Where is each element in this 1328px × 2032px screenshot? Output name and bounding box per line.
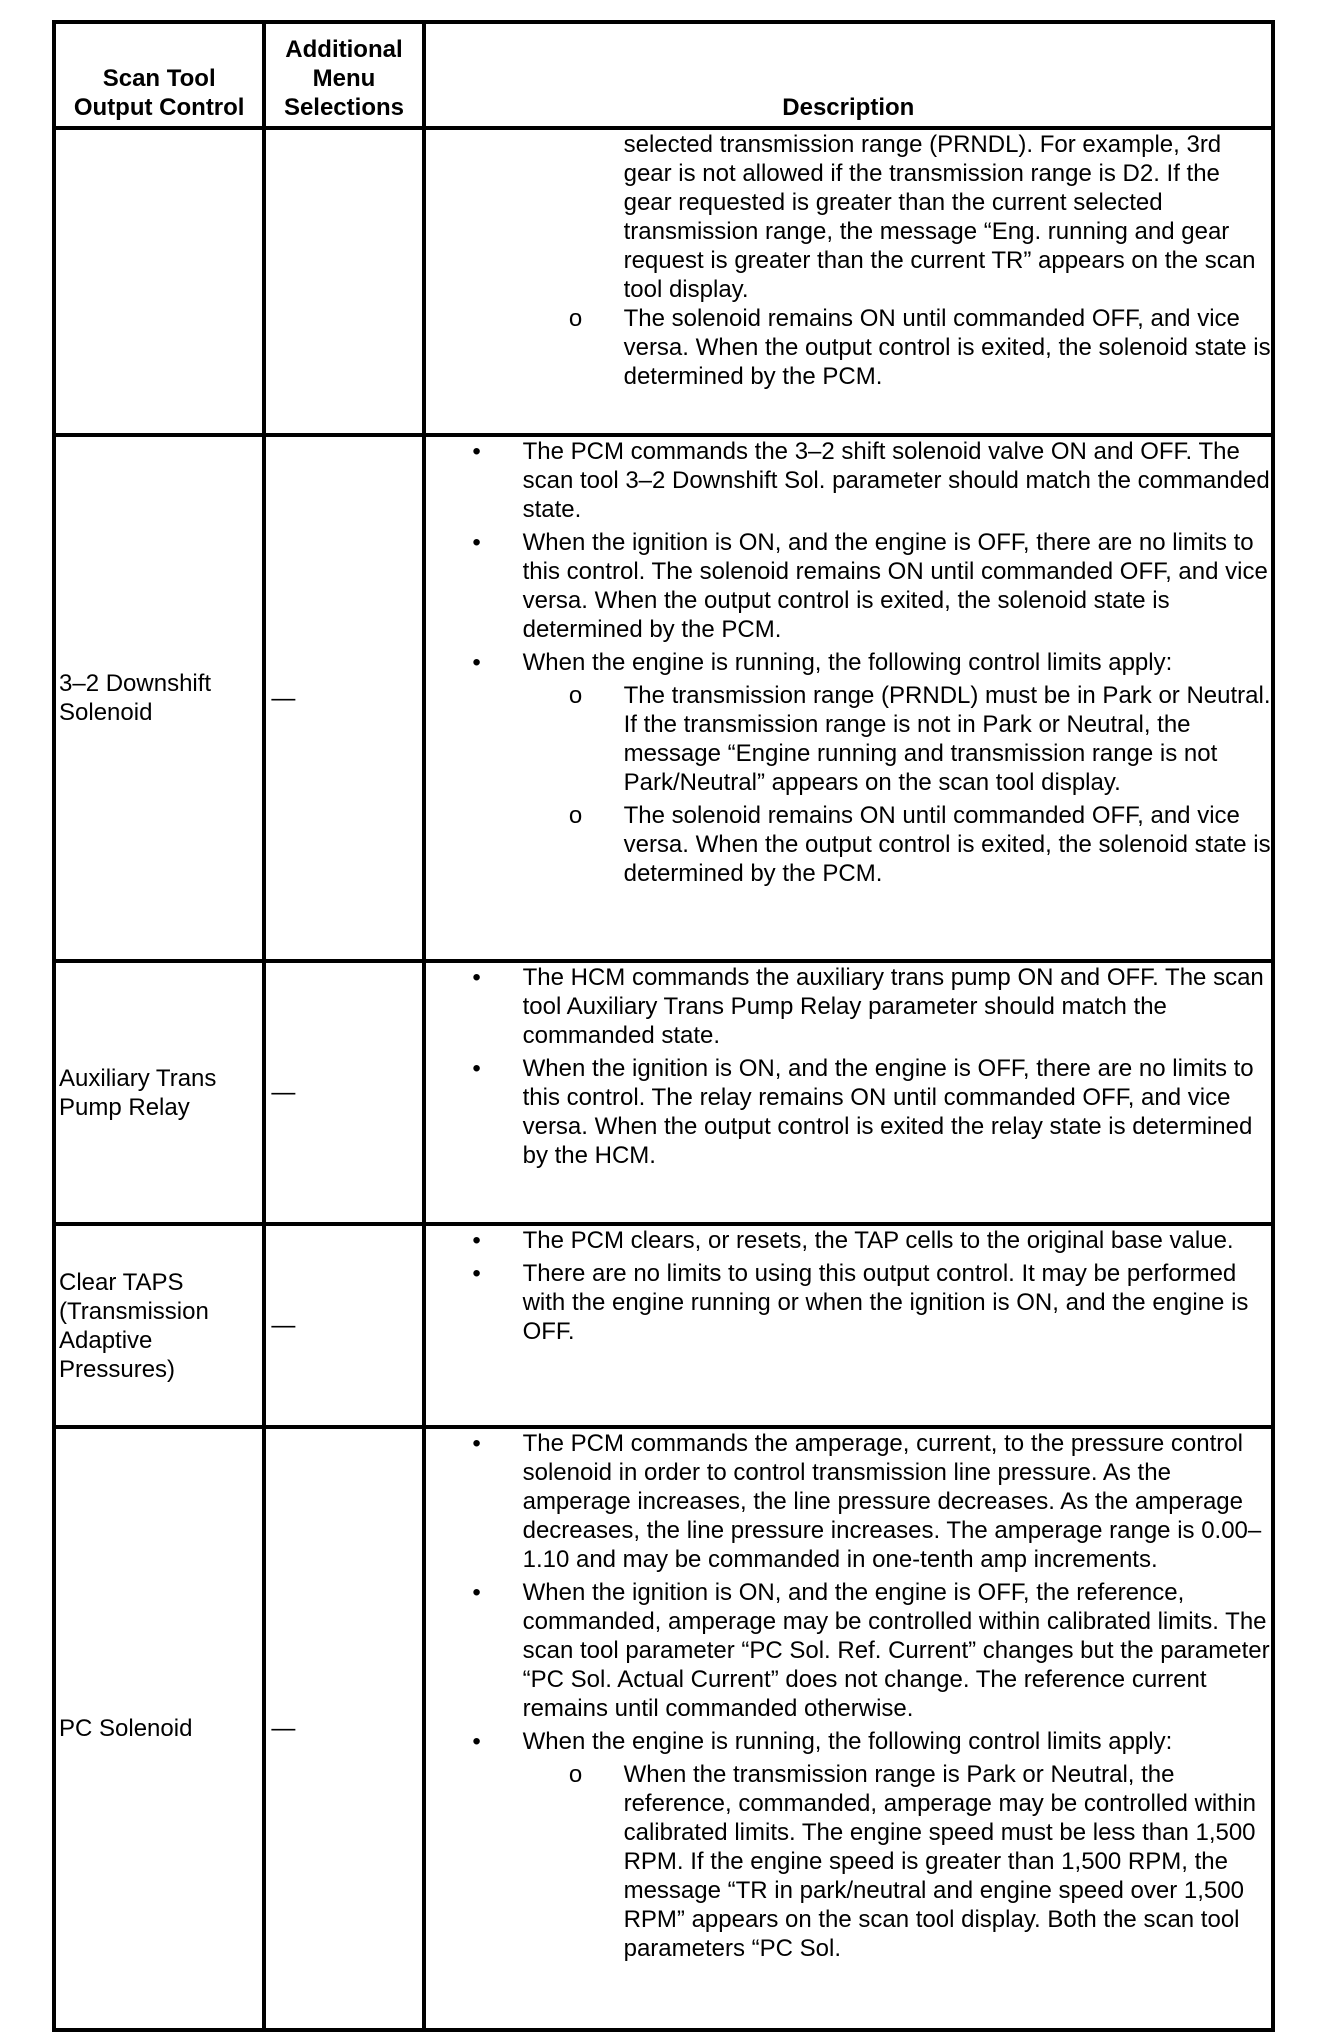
item-text: The HCM commands the auxiliary trans pump ON and OFF. The scan tool Auxiliary Trans Pump Relay parameter should match the commanded state. xyxy=(522,964,1264,1049)
item-text: When the engine is running, the following control limits apply: xyxy=(522,649,1173,676)
control-cell xyxy=(54,128,264,435)
sub-bullet-icon: o xyxy=(568,1761,583,1788)
sub-bullet-icon: o xyxy=(568,682,583,709)
table-row xyxy=(54,1427,1273,2030)
list-item xyxy=(426,437,1271,524)
header-menu-line-1: Additional xyxy=(285,36,403,63)
item-text: The PCM clears, or resets, the TAP cells to the original base value. xyxy=(522,1227,1234,1254)
header-control xyxy=(54,22,264,128)
item-text: The PCM commands the amperage, current, to the pressure control solenoid in order to control transmission line pressure. As the amperage increases, the line pressure decreases. As the amperage decreases, the line pressure increases. The amperage range is 0.00–1.10 and may be commanded in one-tenth amp increments. xyxy=(522,1430,1262,1573)
header-control-line-2: Output Control xyxy=(73,94,245,121)
item-text: When the ignition is ON, and the engine is OFF, the reference, commanded, amperage may be controlled within calibrated limits. The scan tool parameter “PC Sol. Ref. Current” changes but the parameter “PC Sol. Actual Current” does not change. The reference current remains until commanded otherwise. xyxy=(522,1579,1270,1722)
bullet-icon: • xyxy=(472,1055,481,1082)
header-menu-line-2: Menu xyxy=(312,65,376,92)
bullet-icon: • xyxy=(472,649,481,676)
table-row xyxy=(54,128,1273,435)
sub-item-text: The solenoid remains ON until commanded OFF, and vice versa. When the output control is exited, the solenoid state is determined by the PCM. xyxy=(623,802,1271,887)
list-item xyxy=(426,528,1271,644)
item-text: When the engine is running, the following control limits apply: xyxy=(522,1728,1173,1755)
menu-cell: — xyxy=(264,435,423,961)
item-text: When the ignition is ON, and the engine is OFF, there are no limits to this control. The relay remains ON until commanded OFF, and vice versa. When the output control is exited the relay state is determined by the HCM. xyxy=(522,1055,1254,1169)
item-text: There are no limits to using this output control. It may be performed with the engine running or when the ignition is ON, and the engine is OFF. xyxy=(522,1260,1249,1345)
sub-list-item xyxy=(426,681,1271,797)
list-item xyxy=(426,1727,1271,1756)
menu-cell: — xyxy=(264,1427,423,2030)
description-cell xyxy=(424,128,1273,435)
sub-item-text: The transmission range (PRNDL) must be in Park or Neutral. If the transmission range is not in Park or Neutral, the message “Engine running and transmission range is not Park/Neutral” appears on the scan tool display. xyxy=(623,682,1271,796)
menu-cell: — xyxy=(264,961,423,1224)
table-row xyxy=(54,1224,1273,1427)
description-cell xyxy=(424,1427,1273,2030)
list-item xyxy=(426,1578,1271,1723)
bullet-icon: • xyxy=(472,1728,481,1755)
sub-list-item xyxy=(426,1760,1271,1963)
sub-list-item xyxy=(426,801,1271,888)
list-item xyxy=(426,648,1271,677)
bullet-icon: • xyxy=(472,438,481,465)
bullet-icon: • xyxy=(472,529,481,556)
item-text: The PCM commands the 3–2 shift solenoid valve ON and OFF. The scan tool 3–2 Downshift Sol. parameter should match the commanded state. xyxy=(522,438,1270,523)
header-menu-line-3: Selections xyxy=(283,94,404,121)
table-row xyxy=(54,435,1273,961)
menu-cell: — xyxy=(264,1224,423,1427)
header-menu xyxy=(264,22,423,128)
header-description: Description xyxy=(424,22,1273,128)
table-row xyxy=(54,961,1273,1224)
control-cell: Clear TAPS (Transmission Adaptive Pressures) xyxy=(54,1224,264,1427)
list-item xyxy=(426,1429,1271,1574)
header-row xyxy=(54,22,1273,128)
menu-cell xyxy=(264,128,423,435)
list-item xyxy=(426,1054,1271,1170)
control-cell: 3–2 Downshift Solenoid xyxy=(54,435,264,961)
sub-list-item xyxy=(426,304,1271,391)
output-control-table xyxy=(52,20,1275,2032)
description-cell xyxy=(424,435,1273,961)
bullet-icon: • xyxy=(472,1260,481,1287)
control-cell: Auxiliary Trans Pump Relay xyxy=(54,961,264,1224)
sub-bullet-icon: o xyxy=(568,305,583,332)
sub-item-text: The solenoid remains ON until commanded OFF, and vice versa. When the output control is exited, the solenoid state is determined by the PCM. xyxy=(623,305,1271,390)
continuation-text: selected transmission range (PRNDL). For example, 3rd gear is not allowed if the transmission range is D2. If the gear requested is greater than the current selected transmission range, the message “Eng. running and gear request is greater than the current TR” appears on the scan tool display. xyxy=(623,131,1256,303)
list-item xyxy=(426,963,1271,1050)
list-item xyxy=(426,1226,1271,1255)
description-cell xyxy=(424,961,1273,1224)
bullet-icon: • xyxy=(472,1430,481,1457)
sub-item-text: When the transmission range is Park or Neutral, the reference, commanded, amperage may be controlled within calibrated limits. The engine speed must be less than 1,500 RPM. If the engine speed is greater than 1,500 RPM, the message “TR in park/neutral and engine speed over 1,500 RPM” appears on the scan tool display. Both the scan tool parameters “PC Sol. xyxy=(623,1761,1256,1962)
control-cell: PC Solenoid xyxy=(54,1427,264,2030)
sub-bullet-icon: o xyxy=(568,802,583,829)
list-item xyxy=(426,1259,1271,1346)
header-control-line-1: Scan Tool xyxy=(102,65,216,92)
bullet-icon: • xyxy=(472,1227,481,1254)
bullet-icon: • xyxy=(472,1579,481,1606)
description-cell xyxy=(424,1224,1273,1427)
item-text: When the ignition is ON, and the engine is OFF, there are no limits to this control. The solenoid remains ON until commanded OFF, and vice versa. When the output control is exited, the solenoid state is determined by the PCM. xyxy=(522,529,1268,643)
bullet-icon: • xyxy=(472,964,481,991)
